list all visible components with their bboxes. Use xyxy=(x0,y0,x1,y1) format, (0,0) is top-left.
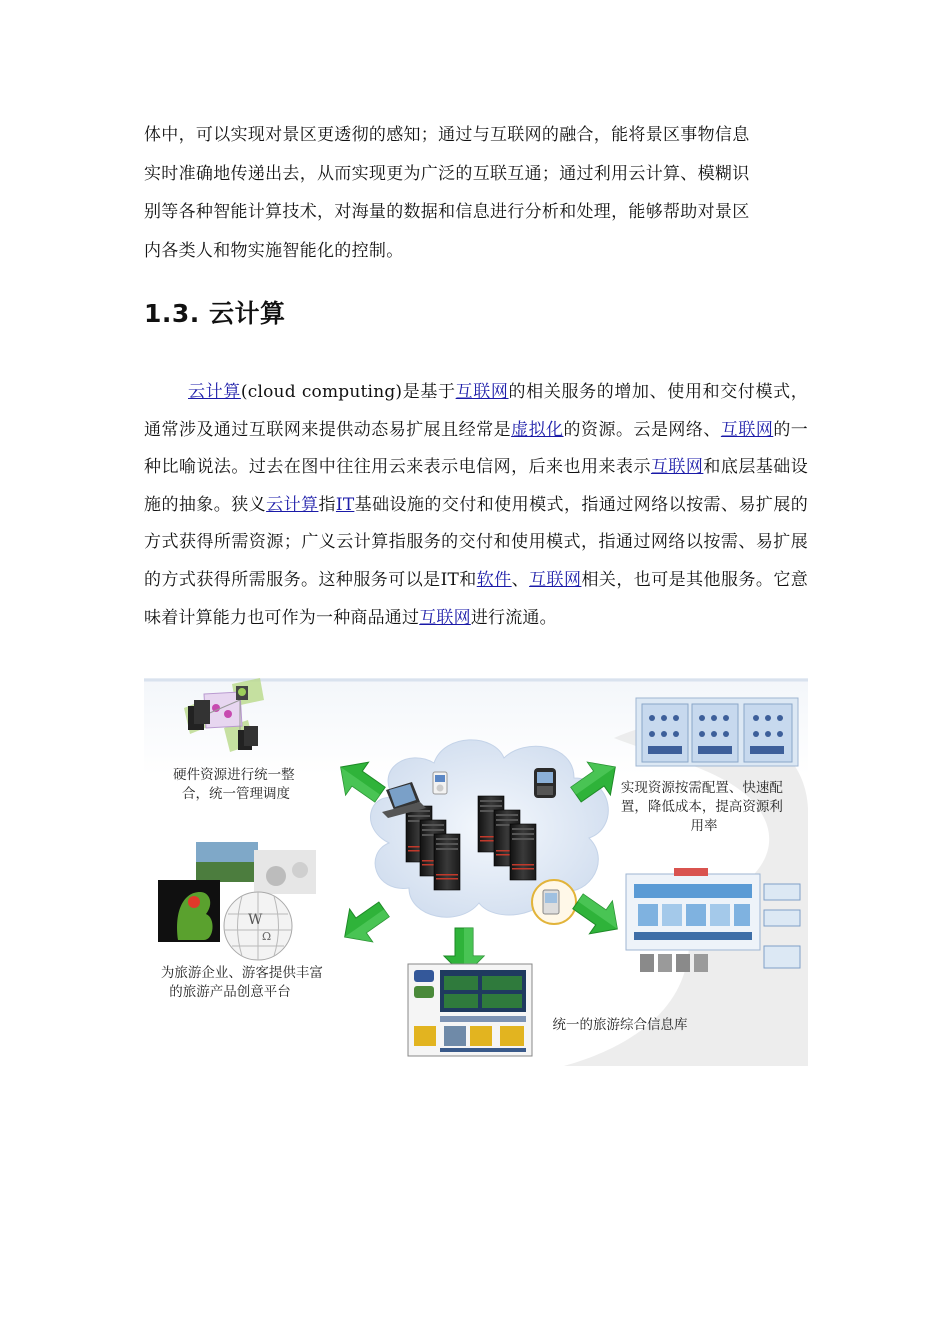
text-run: 的一种比喻说法。过去在图中往往用云来表示电信网，后来也用来表示 xyxy=(144,419,809,478)
link-internet[interactable]: 互联网 xyxy=(720,419,774,440)
link-internet[interactable]: 互联网 xyxy=(650,457,704,478)
caption-line: 统一的旅游综合信息库 xyxy=(552,1017,688,1033)
text-run: 基础设施的交付和使用模式，指通过网络以按需、易扩展的方式获得所需资源；广义云计算指服务的交付和使用模式，指通过网络以按需、易扩展的方式获得所需服务。这种服务可以是IT和 xyxy=(144,494,808,590)
text-run: 、 xyxy=(511,569,530,590)
svg-text:Ω: Ω xyxy=(262,930,272,943)
section-heading: 1.3. 云计算 xyxy=(144,299,286,328)
text-line: 实时准确地传递出去，从而实现更为广泛的互联互通；通过利用云计算、模糊识 xyxy=(144,163,750,184)
link-cloud-computing[interactable]: 云计算 xyxy=(266,494,319,515)
music-player-icon xyxy=(433,772,447,794)
text-line: 内各类人和物实施智能化的控制。 xyxy=(144,240,404,261)
caption-line: 合，统一管理调度 xyxy=(182,786,290,802)
caption-line: 置，降低成本，提高资源利 xyxy=(620,799,783,815)
cloud-paragraph xyxy=(144,374,808,637)
caption-line: 硬件资源进行统一整 xyxy=(173,767,295,783)
link-it[interactable]: IT xyxy=(335,494,355,515)
database-diagram xyxy=(408,964,532,1056)
link-virtualization[interactable]: 虚拟化 xyxy=(511,419,564,440)
pda-icon xyxy=(532,880,576,924)
caption-line: 实现资源按需配置、快速配 xyxy=(620,780,783,796)
caption-bottom-middle xyxy=(553,1016,688,1033)
text-run: 的相关服务的增加、使用和交付模式，通常涉及通过互联网来提供动态易扩展且经常是 xyxy=(144,382,808,440)
text-run: 相关，也可是其他服务。它意味着计算能力也可作为一种商品通过 xyxy=(144,569,808,628)
text-run: 指 xyxy=(318,494,336,515)
cloud-computing-figure xyxy=(144,678,808,1066)
figure-graphic xyxy=(144,678,808,1066)
link-internet[interactable]: 互联网 xyxy=(455,382,509,402)
resource-config-diagram xyxy=(636,698,798,766)
link-internet[interactable]: 互联网 xyxy=(529,569,582,590)
smartphone-icon xyxy=(534,768,556,798)
text-run: (cloud computing)是基于 xyxy=(240,382,456,402)
link-cloud-computing[interactable]: 云计算 xyxy=(188,382,241,402)
caption-line: 为旅游企业、游客提供丰富 xyxy=(160,965,323,981)
text-line: 体中，可以实现对景区更透彻的感知；通过与互联网的融合，能将景区事物信息 xyxy=(144,125,750,145)
caption-line: 的旅游产品创意平台 xyxy=(169,984,291,1000)
text-run: 进行流通。 xyxy=(470,607,557,628)
text-run: 和底层基础设施的抽象。狭义 xyxy=(144,457,808,515)
link-internet[interactable]: 互联网 xyxy=(419,607,471,628)
svg-text:W: W xyxy=(248,912,263,928)
link-software[interactable]: 软件 xyxy=(476,569,512,590)
intro-paragraph xyxy=(144,116,808,270)
text-run: 的资源。云是网络、 xyxy=(563,419,721,440)
text-line: 别等各种智能计算技术，对海量的数据和信息进行分析和处理，能够帮助对景区 xyxy=(144,202,750,222)
caption-line: 用率 xyxy=(690,818,718,834)
